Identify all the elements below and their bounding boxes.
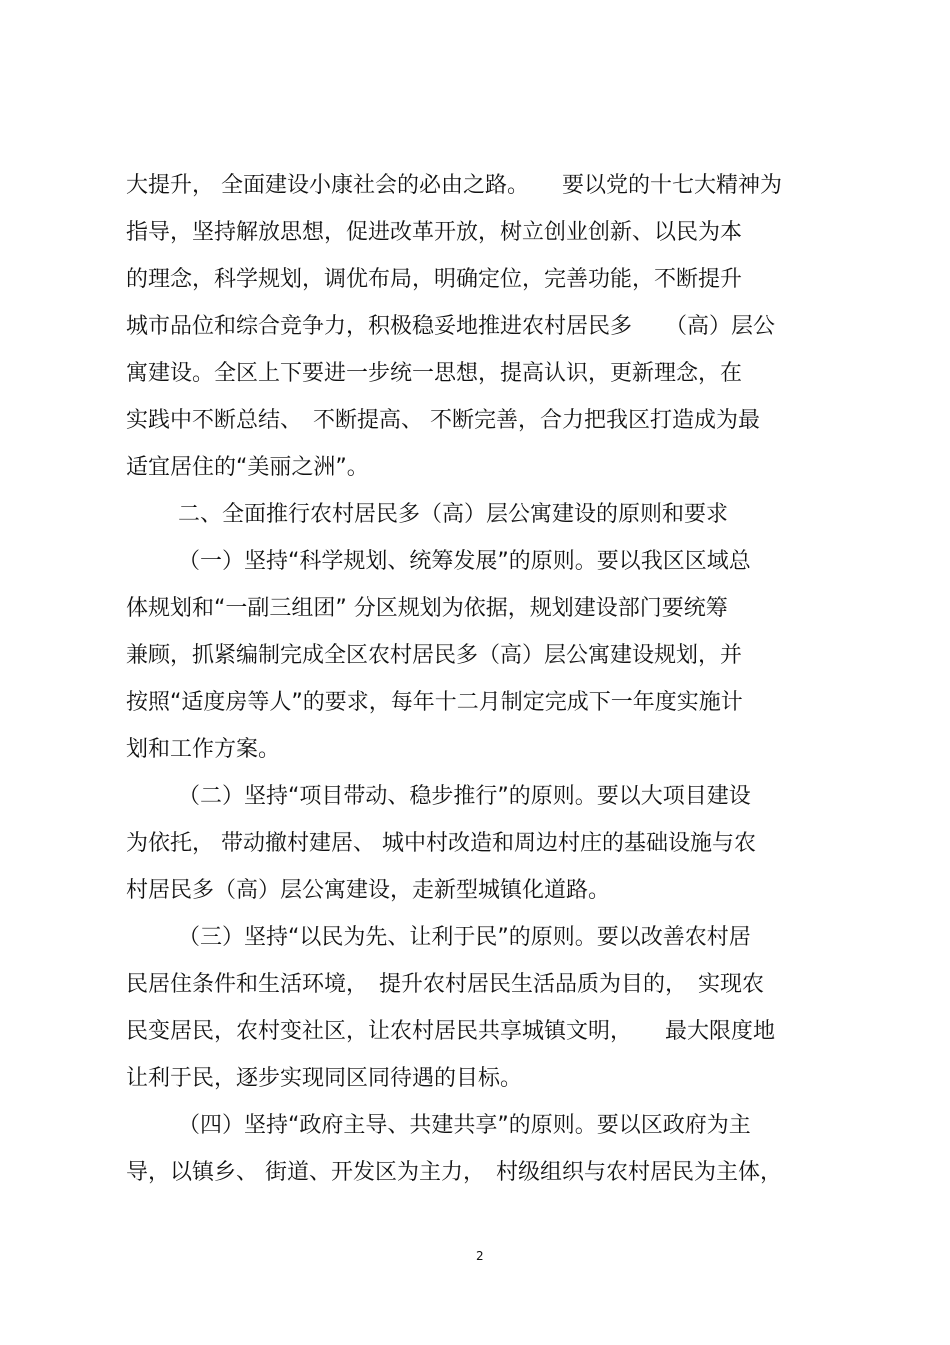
- paragraph-1-line-2: 体规划和“一副三组团” 分区规划为依据，规划建设部门要统筹: [126, 596, 728, 621]
- paragraph-4-line-1: （四）坚持“政府主导、共建共享”的原则。要以区政府为主: [178, 1113, 751, 1138]
- paragraph-3-line-1: （三）坚持“以民为先、让利于民”的原则。要以改善农村居: [178, 925, 751, 950]
- text-line-1: 大提升， 全面建设小康社会的必由之路。 要以党的十七大精神为: [126, 173, 782, 198]
- paragraph-3-line-4: 让利于民，逐步实现同区同待遇的目标。: [126, 1066, 523, 1091]
- paragraph-2-line-1: （二）坚持“项目带动、稳步推行”的原则。要以大项目建设: [178, 784, 751, 809]
- text-line-3: 的理念，科学规划，调优布局，明确定位，完善功能，不断提升: [126, 267, 743, 292]
- paragraph-1-line-1: （一）坚持“科学规划、统筹发展”的原则。要以我区区域总: [178, 549, 751, 574]
- text-line-5: 寓建设。全区上下要进一步统一思想，提高认识，更新理念，在: [126, 361, 743, 386]
- section-heading: 二、全面推行农村居民多（高）层公寓建设的原则和要求: [178, 502, 729, 527]
- paragraph-2-line-2: 为依托， 带动撤村建居、 城中村改造和周边村庄的基础设施与农: [126, 831, 756, 856]
- text-line-6: 实践中不断总结、 不断提高、 不断完善，合力把我区打造成为最: [126, 408, 760, 433]
- paragraph-3-line-3: 民变居民，农村变社区，让农村居民共享城镇文明， 最大限度地: [126, 1019, 776, 1044]
- text-line-7: 适宜居住的“美丽之洲”。: [126, 455, 369, 480]
- paragraph-1-line-3: 兼顾，抓紧编制完成全区农村居民多（高）层公寓建设规划，并: [126, 643, 743, 668]
- text-line-2: 指导，坚持解放思想，促进改革开放，树立创业创新、以民为本: [126, 220, 743, 245]
- page-number: 2: [476, 1249, 484, 1263]
- paragraph-1-line-5: 划和工作方案。: [126, 737, 281, 762]
- paragraph-1-line-4: 按照“适度房等人”的要求，每年十二月制定完成下一年度实施计: [126, 690, 743, 715]
- paragraph-2-line-3: 村居民多（高）层公寓建设，走新型城镇化道路。: [126, 878, 611, 903]
- paragraph-3-line-2: 民居住条件和生活环境， 提升农村居民生活品质为目的， 实现农: [126, 972, 765, 997]
- paragraph-4-line-2: 导，以镇乡、 街道、开发区为主力， 村级组织与农村居民为主体，: [126, 1160, 782, 1185]
- text-line-4: 城市品位和综合竞争力，积极稳妥地推进农村居民多 （高）层公: [126, 314, 776, 339]
